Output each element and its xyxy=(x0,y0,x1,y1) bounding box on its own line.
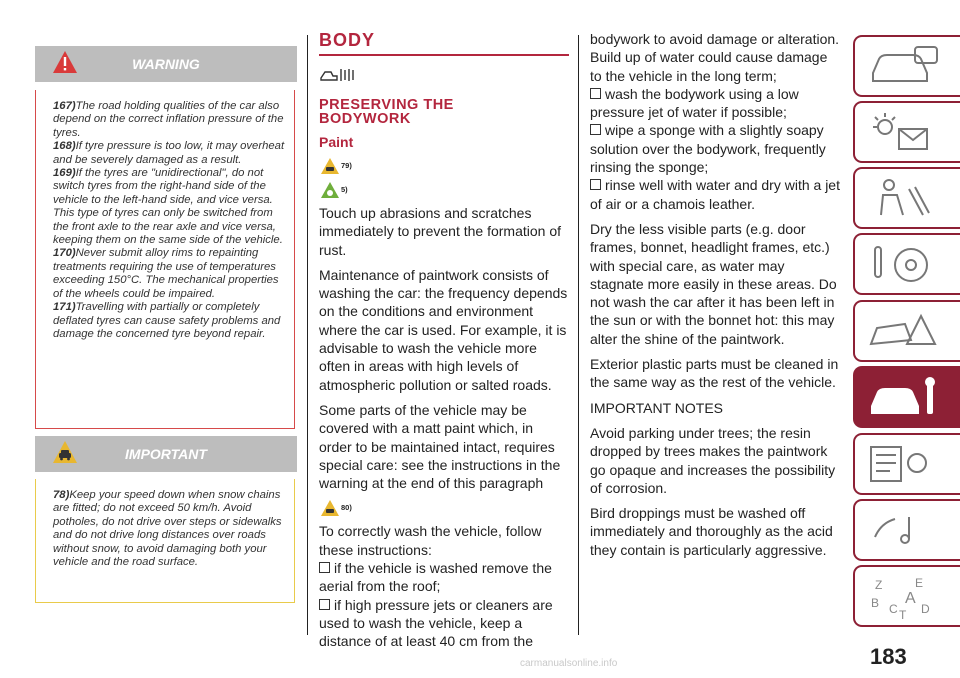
multimedia-icon xyxy=(865,507,945,553)
index-letter: T xyxy=(899,608,907,619)
paragraph: Bird droppings must be washed off immediately and thoroughly as the acid they contain is particularly aggressive. xyxy=(590,505,833,558)
seatbelt-icon xyxy=(865,175,945,221)
paragraph: Maintenance of paintwork consists of washing the car: the frequency depends on the conditions and environment where the car is used. For example, it is advisable to wash the vehicle more often in areas with high levels of atmospheric pollution or salted roads. xyxy=(319,266,568,393)
paragraph: Touch up abrasions and scratches immediately to prevent the formation of rust. xyxy=(319,205,562,258)
steering-wheel-icon xyxy=(865,241,945,287)
tab-maintenance[interactable] xyxy=(853,366,960,428)
checkbox-bullet-icon xyxy=(590,179,601,190)
index-letter: A xyxy=(905,590,916,607)
leaf-icon xyxy=(321,182,339,198)
index-letter: C xyxy=(889,602,898,616)
index-letter: B xyxy=(871,596,880,610)
important-title: IMPORTANT xyxy=(125,446,207,462)
paragraph: Some parts of the vehicle may be covered with a matt paint which, in order to be maintained intact, requires special care: see the instructions in the warning at the end of this paragraph xyxy=(319,401,561,492)
tab-starting[interactable] xyxy=(853,233,960,295)
lights-icon xyxy=(865,109,945,155)
section-title: PRESERVING THE BODYWORK xyxy=(319,97,454,127)
emergency-icon xyxy=(865,308,945,354)
warning-reference: 79) xyxy=(321,154,569,174)
tab-multimedia[interactable] xyxy=(853,499,960,561)
gears-list-icon xyxy=(865,441,945,487)
bullet-item: wash the bodywork using a low pressure jet of water if possible; xyxy=(590,85,799,121)
important-body xyxy=(35,479,295,603)
middle-column xyxy=(319,30,569,651)
notes-heading: IMPORTANT NOTES xyxy=(590,399,724,416)
tab-safety[interactable] xyxy=(853,167,960,229)
tab-lights[interactable] xyxy=(853,101,960,163)
column-divider xyxy=(307,35,308,635)
checkbox-bullet-icon xyxy=(319,562,330,573)
warning-body xyxy=(35,90,295,429)
warning-icon xyxy=(321,500,339,516)
tab-index[interactable] xyxy=(853,565,960,627)
paragraph: Avoid parking under trees; the resin dropped by trees makes the paintwork go opaque and increases the possibility of corrosion. xyxy=(590,424,836,496)
alphabet-index-icon xyxy=(865,573,945,619)
environment-reference: 5) xyxy=(321,178,569,198)
paragraph: Exterior plastic parts must be cleaned in the same way as the rest of the vehicle. xyxy=(590,356,839,391)
page-number: 183 xyxy=(870,644,907,669)
warning-item: 169)If the tyres are "unidirectional", do not switch tyres from the right-hand side of the vehicle to the left-hand side, and vice versa. This type of tyres can only be switched from the front axle to the rear axle and vice versa, keeping them on the same side of the vehicle. xyxy=(53,167,283,247)
warning-reference: 80) xyxy=(321,496,569,516)
index-letter: E xyxy=(915,576,924,590)
bullet-item: if the vehicle is washed remove the aerial from the roof; xyxy=(319,560,552,595)
bullet-item: wipe a sponge with a slightly soapy solution over the bodywork, frequently rinsing the sponge; xyxy=(590,122,826,176)
checkbox-bullet-icon xyxy=(319,599,330,610)
paragraph: Dry the less visible parts (e.g. door frames, bonnet, headlight frames, etc.) with special care, as water may stagnate more easily in these areas. Do not wash the car after it has been left in the sun or with the bonnet hot: this may alter the shine of the paintwork. xyxy=(590,220,837,347)
watermark: carmanualsonline.info xyxy=(520,658,618,669)
subsection-title: Paint xyxy=(319,134,354,150)
warning-item: 168)If tyre pressure is too low, it may overheat and be severely damaged as a result. xyxy=(53,140,285,166)
checkbox-bullet-icon xyxy=(590,88,601,99)
bullet-item: if high pressure jets or cleaners are used to wash the vehicle, keep a distance of at least 40 cm from the xyxy=(319,596,553,650)
tab-dashboard[interactable] xyxy=(853,35,960,97)
warning-title: WARNING xyxy=(132,56,200,72)
index-letter: Z xyxy=(875,578,883,592)
car-wrench-icon xyxy=(865,374,945,420)
warning-icon xyxy=(321,158,339,174)
paragraph: bodywork to avoid damage or alteration. Build up of water could cause damage to the vehicle in the long term; xyxy=(590,31,840,84)
right-column xyxy=(590,30,840,566)
warning-item: 167)The road holding qualities of the car also depend on the correct inflation pressure of the tyres. xyxy=(53,100,284,139)
index-letter: D xyxy=(921,602,930,616)
important-item: 78)Keep your speed down when snow chains are fitted; do not exceed 50 km/h. Avoid potholes, do not drive over steps or sidewalks and do not drive long distances over roads without snow, to avoid damaging both your vehicle and the road surface. xyxy=(53,489,282,569)
checkbox-bullet-icon xyxy=(590,124,601,135)
warning-item: 171)Travelling with partially or completely deflated tyres can cause safety problems and damage the concerned tyre beyond repair. xyxy=(53,301,281,340)
car-icon xyxy=(865,43,945,89)
paragraph: To correctly wash the vehicle, follow these instructions: xyxy=(319,523,542,558)
tab-technical-data[interactable] xyxy=(853,433,960,495)
warning-item: 170)Never submit alloy rims to repainting treatments requiring the use of temperatures exceeding 150°C. The mechanical properties of the wheels could be impaired. xyxy=(53,247,279,300)
column-divider xyxy=(578,35,579,635)
important-header xyxy=(35,436,297,472)
chapter-title: BODY xyxy=(319,30,569,56)
tab-emergency[interactable] xyxy=(853,300,960,362)
car-wash-icon xyxy=(319,66,359,84)
bullet-item: rinse well with water and dry with a jet of air or a chamois leather. xyxy=(590,177,840,212)
warning-header xyxy=(35,46,297,82)
